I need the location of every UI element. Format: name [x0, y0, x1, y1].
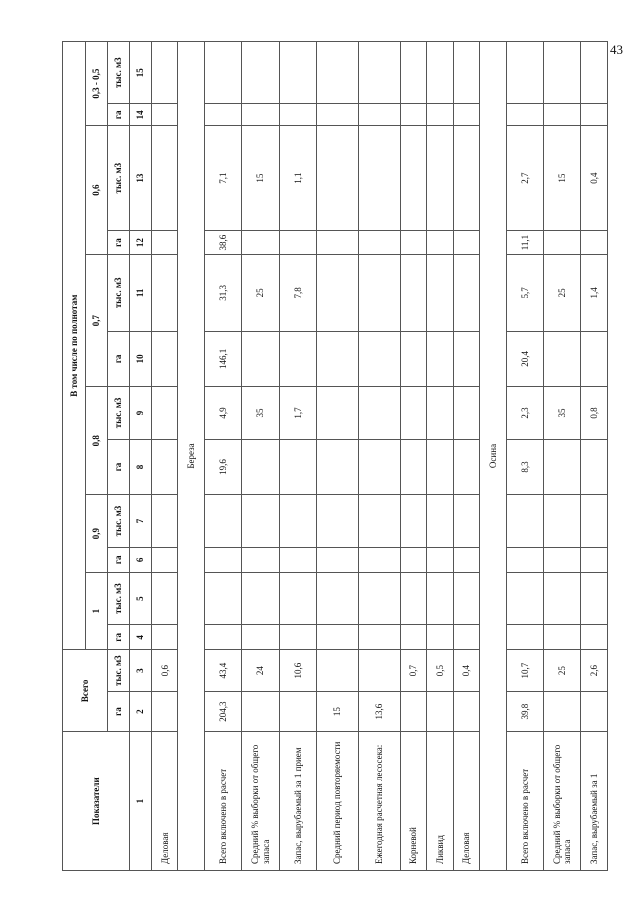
table-cell: 1,1 — [279, 126, 316, 231]
table-cell — [359, 572, 401, 624]
table-cell: 25 — [242, 255, 279, 331]
table-cell — [581, 331, 608, 387]
table-cell — [453, 625, 479, 650]
table-cell — [242, 572, 279, 624]
table-cell: 0,6 — [152, 650, 178, 692]
column-number: 15 — [130, 42, 152, 104]
column-number: 5 — [130, 572, 152, 624]
table-cell — [427, 126, 453, 231]
table-cell — [427, 572, 453, 624]
table-cell — [427, 387, 453, 439]
row-label: Средний период повторяемости — [317, 732, 359, 871]
section-title: Береза — [178, 42, 204, 871]
table-cell — [581, 42, 608, 104]
table-cell — [242, 691, 279, 731]
table-cell — [453, 495, 479, 547]
unit-m3-header: тыс. м3 — [108, 126, 130, 231]
table-cell: 20,4 — [506, 331, 543, 387]
table-cell: 7,8 — [279, 255, 316, 331]
table-cell — [543, 439, 580, 495]
table-cell — [543, 104, 580, 126]
table-cell — [279, 691, 316, 731]
table-cell: 2,6 — [581, 650, 608, 692]
table-cell — [453, 104, 479, 126]
table-cell — [581, 625, 608, 650]
table-cell — [359, 547, 401, 572]
table-cell — [427, 625, 453, 650]
table-cell — [506, 495, 543, 547]
table-row — [359, 42, 401, 871]
table-cell: 10,6 — [279, 650, 316, 692]
table-cell — [427, 255, 453, 331]
table-cell — [317, 625, 359, 650]
table-cell — [152, 625, 178, 650]
table-cell — [317, 495, 359, 547]
table-cell — [242, 104, 279, 126]
unit-m3-header: тыс. м3 — [108, 650, 130, 692]
table-cell — [543, 331, 580, 387]
row-label: Средний % выборки от общего запаса — [242, 732, 279, 871]
table-cell — [581, 547, 608, 572]
table-cell — [427, 104, 453, 126]
table-cell — [359, 104, 401, 126]
density-header: 0,8 — [86, 387, 108, 495]
column-number: 13 — [130, 126, 152, 231]
table-cell — [359, 625, 401, 650]
table-cell: 5,7 — [506, 255, 543, 331]
table-cell — [453, 387, 479, 439]
table-cell — [152, 255, 178, 331]
table-cell: 2,7 — [506, 126, 543, 231]
row-label: Всего включено в расчет — [204, 732, 241, 871]
table-cell: 35 — [543, 387, 580, 439]
table-cell — [543, 572, 580, 624]
table-cell — [400, 625, 426, 650]
table-cell — [581, 691, 608, 731]
table-cell — [152, 231, 178, 255]
table-cell — [543, 42, 580, 104]
column-number: 1 — [130, 732, 152, 871]
table-cell — [453, 439, 479, 495]
table-cell — [581, 439, 608, 495]
table-cell — [427, 231, 453, 255]
table-cell — [400, 547, 426, 572]
table-cell — [279, 331, 316, 387]
unit-m3-header: тыс. м3 — [108, 387, 130, 439]
table-cell — [279, 547, 316, 572]
table-cell — [204, 104, 241, 126]
table-cell — [359, 495, 401, 547]
rotated-table-container — [62, 41, 608, 871]
table-row — [242, 42, 279, 871]
table-cell — [317, 104, 359, 126]
table-cell: 13,6 — [359, 691, 401, 731]
table-cell — [359, 126, 401, 231]
table-row — [427, 42, 453, 871]
unit-ha-header: га — [108, 231, 130, 255]
row-label: Всего включено в расчет — [506, 732, 543, 871]
table-row — [400, 42, 426, 871]
table-cell — [152, 495, 178, 547]
table-cell — [242, 625, 279, 650]
table-cell — [317, 387, 359, 439]
column-number: 2 — [130, 691, 152, 731]
table-cell — [204, 547, 241, 572]
table-cell — [543, 547, 580, 572]
table-cell: 8,3 — [506, 439, 543, 495]
table-cell — [453, 42, 479, 104]
table-cell — [427, 331, 453, 387]
table-cell — [581, 104, 608, 126]
table-cell — [400, 255, 426, 331]
density-header: 0,6 — [86, 126, 108, 255]
unit-ha-header: га — [108, 104, 130, 126]
table-cell: 0,8 — [581, 387, 608, 439]
table-row — [506, 42, 543, 871]
table-cell — [359, 42, 401, 104]
table-cell: 204,3 — [204, 691, 241, 731]
table-cell — [152, 387, 178, 439]
column-number: 14 — [130, 104, 152, 126]
table-cell: 0,4 — [453, 650, 479, 692]
column-number: 10 — [130, 331, 152, 387]
table-cell — [152, 104, 178, 126]
table-cell — [581, 231, 608, 255]
table-cell — [400, 331, 426, 387]
table-cell — [317, 231, 359, 255]
table-cell — [506, 42, 543, 104]
table-cell: 0,5 — [427, 650, 453, 692]
table-row — [204, 42, 241, 871]
table-cell — [427, 495, 453, 547]
table-cell — [317, 547, 359, 572]
section-row — [480, 42, 506, 871]
table-cell — [453, 547, 479, 572]
table-cell — [581, 495, 608, 547]
table-cell: 25 — [543, 650, 580, 692]
page-number: 43 — [610, 42, 623, 57]
table-cell — [427, 42, 453, 104]
by-density-header: В том числе по полнотам — [63, 42, 86, 650]
density-header: 0,9 — [86, 495, 108, 573]
table-cell — [152, 42, 178, 104]
row-label: Средний % выборки от общего запаса — [543, 732, 580, 871]
table-cell: 15 — [543, 126, 580, 231]
table-row — [453, 42, 479, 871]
table-cell — [359, 387, 401, 439]
table-cell — [453, 231, 479, 255]
table-cell — [400, 104, 426, 126]
table-cell — [242, 331, 279, 387]
table-cell — [453, 255, 479, 331]
table-cell: 2,3 — [506, 387, 543, 439]
row-label: Деловая — [453, 732, 479, 871]
unit-ha-header: га — [108, 331, 130, 387]
unit-m3-header: тыс. м3 — [108, 495, 130, 547]
table-cell — [279, 231, 316, 255]
table-cell — [427, 691, 453, 731]
table-cell — [543, 495, 580, 547]
unit-ha-header: га — [108, 439, 130, 495]
table-cell — [506, 104, 543, 126]
table-cell — [152, 691, 178, 731]
table-cell — [427, 547, 453, 572]
table-cell: 10,7 — [506, 650, 543, 692]
table-cell: 24 — [242, 650, 279, 692]
row-label: Деловая — [152, 732, 178, 871]
table-cell: 38,6 — [204, 231, 241, 255]
table-cell — [543, 691, 580, 731]
column-number: 8 — [130, 439, 152, 495]
section-row — [178, 42, 204, 871]
table-cell: 11,1 — [506, 231, 543, 255]
table-cell — [279, 625, 316, 650]
column-number: 12 — [130, 231, 152, 255]
table-cell — [242, 42, 279, 104]
table-cell — [581, 572, 608, 624]
column-number: 3 — [130, 650, 152, 692]
table-cell — [453, 691, 479, 731]
total-header: Всего — [63, 650, 108, 732]
table-cell: 4,9 — [204, 387, 241, 439]
table-row — [152, 42, 178, 871]
table-cell — [204, 495, 241, 547]
table-cell: 15 — [242, 126, 279, 231]
unit-m3-header: тыс. м3 — [108, 255, 130, 331]
column-number: 7 — [130, 495, 152, 547]
table-cell — [359, 231, 401, 255]
unit-ha-header: га — [108, 547, 130, 572]
row-label: Корневой — [400, 732, 426, 871]
table-row — [581, 42, 608, 871]
table-cell — [317, 126, 359, 231]
table-row — [279, 42, 316, 871]
table-cell — [242, 495, 279, 547]
table-cell — [543, 231, 580, 255]
unit-ha-header: га — [108, 625, 130, 650]
table-cell — [400, 126, 426, 231]
table-cell — [317, 439, 359, 495]
table-cell — [359, 331, 401, 387]
table-cell — [152, 572, 178, 624]
row-label: Ежегодная расчетная лесосека: — [359, 732, 401, 871]
table-cell — [400, 691, 426, 731]
table-cell: 35 — [242, 387, 279, 439]
table-cell — [317, 331, 359, 387]
table-cell — [242, 547, 279, 572]
table-cell — [152, 331, 178, 387]
calculation-table — [62, 41, 608, 871]
unit-m3-header: тыс. м3 — [108, 572, 130, 624]
table-cell — [279, 572, 316, 624]
table-cell — [400, 42, 426, 104]
table-cell: 7,1 — [204, 126, 241, 231]
table-cell — [453, 331, 479, 387]
density-header: 0,3 - 0,5 — [86, 42, 108, 126]
column-number: 11 — [130, 255, 152, 331]
table-cell — [400, 495, 426, 547]
table-cell — [400, 439, 426, 495]
table-cell: 146,1 — [204, 331, 241, 387]
table-cell: 43,4 — [204, 650, 241, 692]
section-title: Осина — [480, 42, 506, 871]
table-cell — [359, 255, 401, 331]
table-cell — [242, 439, 279, 495]
table-cell — [359, 439, 401, 495]
table-cell: 39,8 — [506, 691, 543, 731]
table-cell: 31,3 — [204, 255, 241, 331]
table-cell — [543, 625, 580, 650]
table-cell — [279, 42, 316, 104]
unit-ha-header: га — [108, 691, 130, 731]
table-cell: 1,4 — [581, 255, 608, 331]
row-label: Запас, вырубаемый за 1 прием — [279, 732, 316, 871]
row-label: Запас, вырубаемый за 1 — [581, 732, 608, 871]
table-cell — [204, 625, 241, 650]
column-number: 6 — [130, 547, 152, 572]
table-cell — [317, 42, 359, 104]
table-cell — [453, 572, 479, 624]
column-number: 4 — [130, 625, 152, 650]
table-cell — [317, 572, 359, 624]
table-cell: 19,6 — [204, 439, 241, 495]
table-cell — [506, 625, 543, 650]
table-cell — [152, 126, 178, 231]
table-cell — [279, 104, 316, 126]
table-cell — [317, 255, 359, 331]
table-cell: 1,7 — [279, 387, 316, 439]
table-cell — [400, 387, 426, 439]
table-cell — [317, 650, 359, 692]
indicator-header: Показатели — [63, 732, 130, 871]
table-row — [543, 42, 580, 871]
table-cell — [204, 572, 241, 624]
table-cell — [279, 495, 316, 547]
table-cell: 0,4 — [581, 126, 608, 231]
column-number: 9 — [130, 387, 152, 439]
table-cell — [506, 547, 543, 572]
unit-m3-header: тыс. м3 — [108, 42, 130, 104]
table-cell — [427, 439, 453, 495]
table-cell: 25 — [543, 255, 580, 331]
table-cell — [400, 231, 426, 255]
density-header: 1 — [86, 572, 108, 650]
table-cell — [400, 572, 426, 624]
table-cell — [506, 572, 543, 624]
table-cell — [359, 650, 401, 692]
table-cell — [152, 439, 178, 495]
density-header: 0,7 — [86, 255, 108, 387]
row-label: Ликвид — [427, 732, 453, 871]
table-cell: 15 — [317, 691, 359, 731]
table-cell — [279, 439, 316, 495]
table-row — [317, 42, 359, 871]
table-cell — [204, 42, 241, 104]
table-cell — [453, 126, 479, 231]
table-cell — [152, 547, 178, 572]
table-cell: 0,7 — [400, 650, 426, 692]
table-cell — [242, 231, 279, 255]
